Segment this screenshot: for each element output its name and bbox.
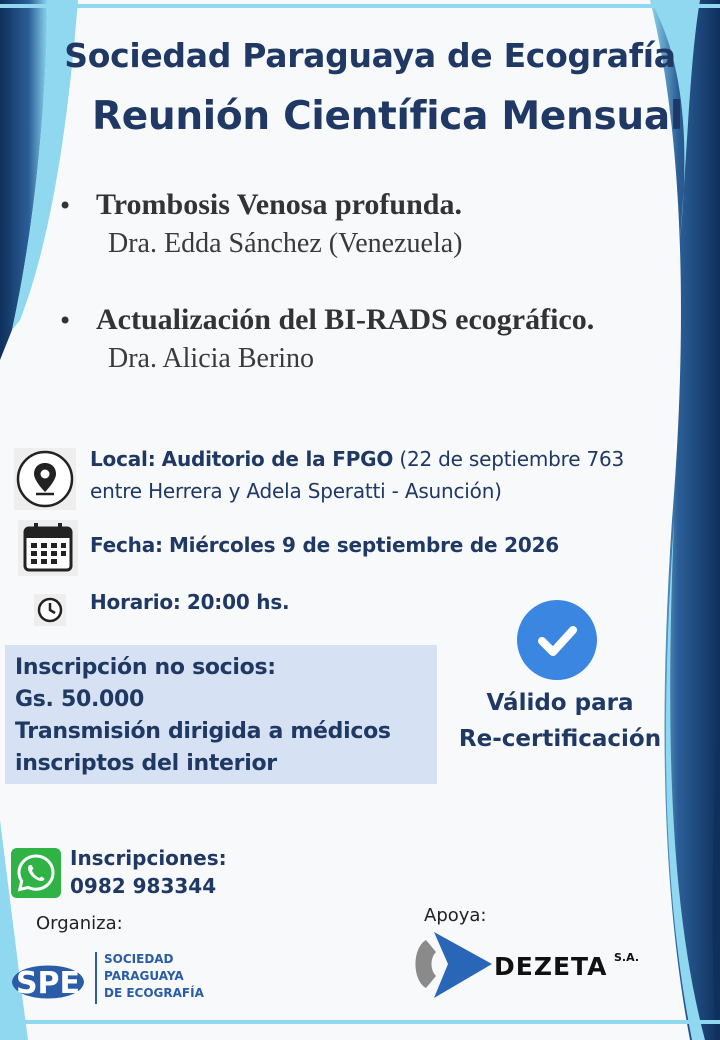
time-info bbox=[90, 586, 289, 618]
organizer-logo-text: SOCIEDAD bbox=[104, 952, 174, 966]
calendar-icon bbox=[18, 520, 78, 576]
location-pin-icon bbox=[14, 448, 76, 510]
contact-label: Inscripciones: bbox=[70, 846, 227, 870]
organizer-label: Organiza: bbox=[36, 913, 123, 934]
talk-title: Actualización del BI-RADS ecográfico. bbox=[96, 303, 595, 336]
location-place: Auditorio de la FPGO bbox=[161, 447, 394, 471]
location-label: Local: bbox=[90, 447, 156, 471]
registration-line: inscriptos del interior bbox=[15, 751, 277, 776]
time-label: Horario: bbox=[90, 590, 181, 614]
date-value: Miércoles 9 de septiembre de 2026 bbox=[168, 533, 559, 557]
svg-text:SPE: SPE bbox=[15, 966, 81, 1001]
registration-box bbox=[5, 645, 437, 784]
header-title: Sociedad Paraguaya de Ecografía bbox=[64, 36, 676, 75]
certification-line: Válido para bbox=[486, 690, 634, 716]
registration-line: Inscripción no socios: bbox=[15, 655, 276, 680]
time-value: 20:00 hs. bbox=[186, 590, 290, 614]
talk-title: Trombosis Venosa profunda. bbox=[96, 188, 462, 221]
location-info bbox=[90, 443, 624, 507]
talk-speaker: Dra. Edda Sánchez (Venezuela) bbox=[108, 228, 463, 259]
location-address: (22 de septiembre 763 bbox=[399, 447, 625, 471]
sponsor-label: Apoya: bbox=[424, 905, 487, 926]
organizer-logo-text: PARAGUAYA bbox=[104, 969, 184, 983]
certification-line: Re-certificación bbox=[458, 726, 662, 752]
dezeta-logo-icon bbox=[408, 928, 494, 1000]
sponsor-name: DEZETA bbox=[494, 952, 608, 981]
bullet-point: • bbox=[58, 307, 73, 335]
clock-icon bbox=[34, 594, 66, 626]
header-subtitle: Reunión Científica Mensual bbox=[92, 94, 683, 139]
logo-divider bbox=[95, 952, 97, 1004]
contact-phone: 0982 983344 bbox=[70, 874, 217, 898]
registration-price: Gs. 50.000 bbox=[15, 687, 145, 712]
talk-speaker: Dra. Alicia Berino bbox=[108, 343, 315, 374]
registration-line: Transmisión dirigida a médicos bbox=[15, 719, 391, 744]
organizer-logo-text: DE ECOGRAFÍA bbox=[104, 986, 204, 1000]
bullet-point: • bbox=[58, 192, 73, 220]
location-address-line2: entre Herrera y Adela Speratti - Asunción) bbox=[90, 479, 502, 503]
date-info bbox=[90, 529, 559, 561]
spe-logo-icon bbox=[6, 946, 90, 1010]
date-label: Fecha: bbox=[90, 533, 163, 557]
whatsapp-icon bbox=[11, 848, 61, 898]
check-circle-icon bbox=[516, 599, 598, 681]
sponsor-suffix: S.A. bbox=[614, 951, 639, 964]
